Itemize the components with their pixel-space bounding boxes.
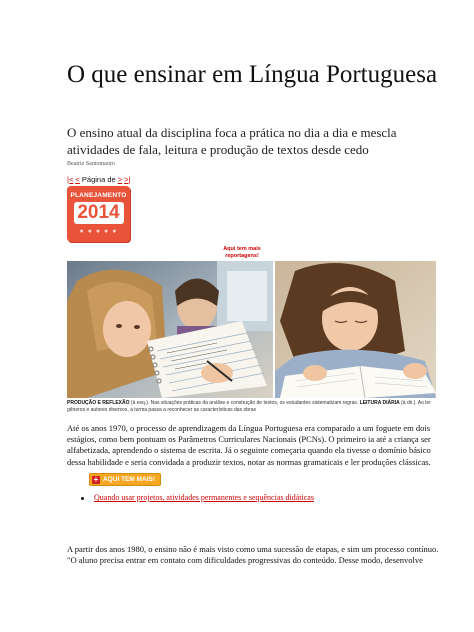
caption-text-2: (à dir.). Ao ler gêneros e autores diversos, a turma passa a reconhecer as características das obras <box>67 400 431 413</box>
pager-label: Página de <box>81 175 116 184</box>
pager-next-link[interactable]: > <box>117 175 123 184</box>
photo-caption <box>67 400 437 414</box>
plus-icon: + <box>93 474 99 484</box>
caption-bold-2: LEITURA DIÁRIA <box>359 400 400 406</box>
photo-child-reading <box>275 261 436 398</box>
photo-child-reading-image <box>275 261 436 398</box>
caption-bold-1: PRODUÇÃO E REFLEXÃO <box>67 400 130 406</box>
article-title: O que ensinar em Língua Portuguesa <box>67 61 438 88</box>
pager-prev-link[interactable]: < <box>75 175 80 184</box>
pager-first-link[interactable]: |< <box>67 175 74 184</box>
aqui-tem-mais-label: AQUI TEM MAIS! <box>103 476 155 483</box>
planejamento-badge[interactable] <box>67 186 130 242</box>
article-subtitle: O ensino atual da disciplina foca a prática no dia a dia e mescla atividades de fala, leitura e produção de textos desde cedo <box>67 125 397 157</box>
article-author: Beatriz Santomauro <box>67 161 115 167</box>
more-reports-link[interactable]: Aqui tem mais reportagens! <box>223 246 261 259</box>
pager <box>67 175 131 184</box>
projetos-link[interactable]: Quando usar projetos, atividades permanentes e sequências didáticas <box>94 493 314 502</box>
body-paragraph-1: Até os anos 1970, o processo de aprendizagem da Língua Portuguesa era comparado a um foguete em dois estágios, como bem pontuam os Parâmetros Curriculares Nacionais (PCNs). O primeiro ia até a criança ser alfabetizada, aprendendo o sistema de escrita. Já o seguinte começaria quando ela tivesse o domínio básico dessa habilidade e seria convidada a produzir textos, notar as normas gramaticais e ler produções clássicas. <box>67 423 431 467</box>
badge-dots: ● ● ● ● ● <box>79 228 118 235</box>
body-paragraph-2: A partir dos anos 1980, o ensino não é mais visto como uma sucessão de etapas, e sim um processo contínuo. "O aluno precisa entrar em contato com dificuldades progressivas do conteúdo. Desse modo, desenvolve <box>67 544 439 566</box>
photo-children-writing <box>67 261 273 398</box>
bullet-icon <box>81 497 84 500</box>
badge-year: 2014 <box>74 202 124 224</box>
photo-children-writing-image <box>67 261 273 398</box>
badge-title: PLANEJAMENTO <box>70 192 127 199</box>
aqui-tem-mais-button[interactable] <box>89 473 161 486</box>
pager-last-link[interactable]: >| <box>124 175 131 184</box>
list-item <box>81 493 314 503</box>
caption-text-1: (à esq.). Nas situações práticas da análise e construção de textos, os estudantes sistematizam regras. <box>130 400 359 406</box>
